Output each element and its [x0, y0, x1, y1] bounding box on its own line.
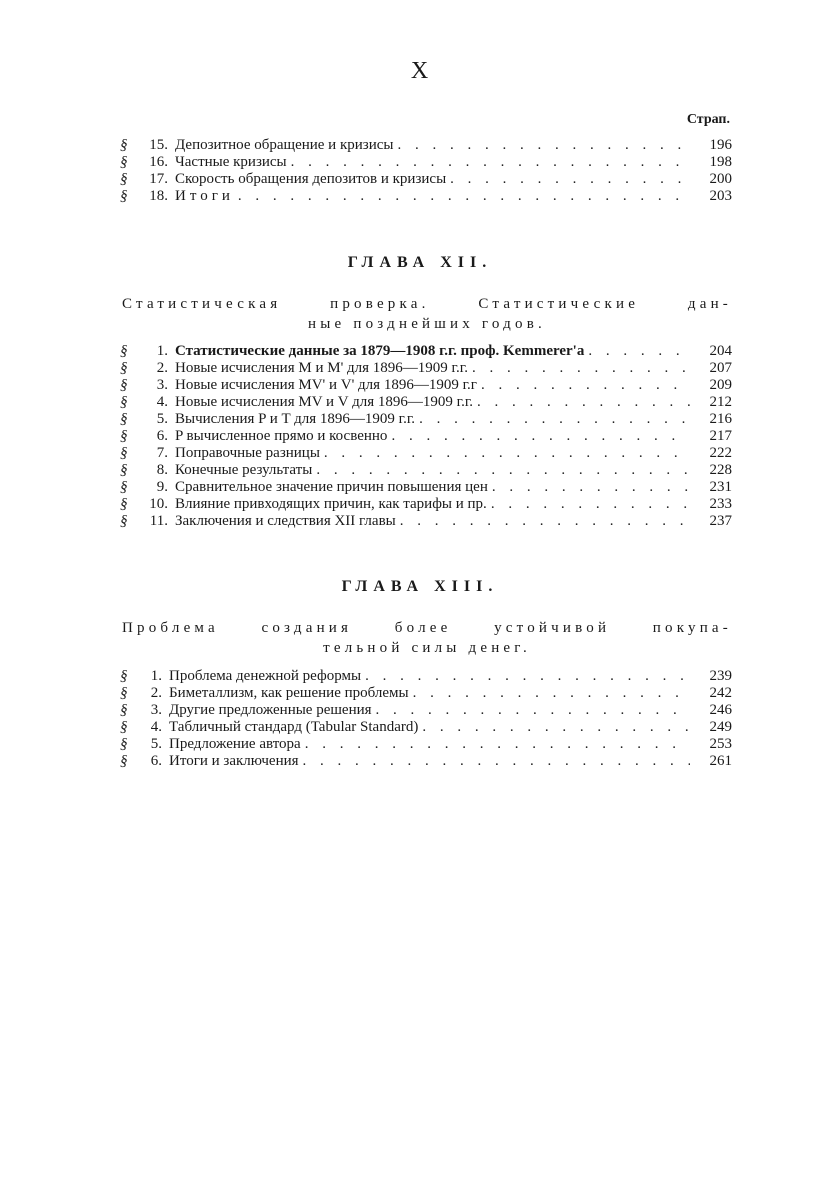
toc-entry[interactable] — [120, 171, 732, 188]
entry-number: 16. — [149, 154, 168, 170]
toc-entry[interactable] — [120, 462, 732, 479]
entry-number: 2. — [156, 360, 168, 376]
section-sign: § — [120, 428, 128, 444]
entry-title: Частные кризисы — [175, 154, 287, 170]
entry-title: Итоги — [175, 188, 234, 204]
entry-page: 204 — [709, 343, 732, 359]
entry-number: 5. — [156, 411, 168, 427]
entry-page: 212 — [709, 394, 732, 410]
dot-leader — [492, 479, 690, 496]
dot-leader — [481, 377, 690, 394]
dot-leader — [450, 171, 690, 188]
section-sign: § — [120, 496, 128, 512]
toc-chapter-13 — [120, 668, 732, 770]
toc-entry[interactable] — [120, 685, 732, 702]
dot-leader — [477, 394, 690, 411]
dot-leader — [365, 668, 690, 685]
entry-title: Новые исчисления MV и V для 1896—1909 г.г. — [175, 394, 474, 410]
entry-number: 1. — [150, 668, 162, 684]
toc-section-continued — [120, 137, 732, 205]
entry-title: Табличный стандард (Tabular Standard) — [169, 719, 419, 735]
section-sign: § — [120, 411, 128, 427]
entry-title: Статистические данные за 1879—1908 г.г. проф. Kemmerer'a — [175, 343, 585, 359]
dot-leader — [413, 685, 690, 702]
entry-title: Предложение автора — [169, 736, 301, 752]
section-sign: § — [120, 462, 128, 478]
section-sign: § — [120, 137, 128, 153]
entry-title: Другие предложенные решения — [169, 702, 372, 718]
entry-number: 4. — [150, 719, 162, 735]
entry-number: 3. — [150, 702, 162, 718]
entry-title: P вычисленное прямо и косвенно — [175, 428, 388, 444]
dot-leader — [324, 445, 690, 462]
toc-entry[interactable] — [120, 702, 732, 719]
entry-title: Биметаллизм, как решение проблемы — [169, 685, 409, 701]
page-number: X — [410, 58, 430, 84]
entry-title: Влияние привходящих причин, как тарифы и пр. — [175, 496, 487, 512]
entry-page: 196 — [709, 137, 732, 153]
section-sign: § — [120, 479, 128, 495]
entry-page: 216 — [709, 411, 732, 427]
entry-page: 237 — [709, 513, 732, 529]
entry-number: 8. — [156, 462, 168, 478]
toc-entry[interactable] — [120, 394, 732, 411]
page-column-header: Страп. — [686, 112, 730, 127]
section-sign: § — [120, 360, 128, 376]
entry-page: 239 — [709, 668, 732, 684]
entry-page: 200 — [709, 171, 732, 187]
entry-title: Новые исчисления M и M' для 1896—1909 г.г. — [175, 360, 468, 376]
toc-entry[interactable] — [120, 360, 732, 377]
entry-page: 198 — [709, 154, 732, 170]
section-sign: § — [120, 445, 128, 461]
entry-page: 261 — [709, 753, 732, 769]
chapter-12-subtitle — [122, 294, 732, 334]
toc-entry[interactable] — [120, 513, 732, 530]
dot-leader — [291, 154, 690, 171]
chapter-13-subtitle-line1: Проблема создания более устойчивой покупа- — [122, 620, 732, 636]
entry-page: 228 — [709, 462, 732, 478]
entry-page: 253 — [709, 736, 732, 752]
entry-number: 4. — [156, 394, 168, 410]
entry-page: 246 — [709, 702, 732, 718]
entry-title: Сравнительное значение причин повышения цен — [175, 479, 488, 495]
entry-page: 222 — [709, 445, 732, 461]
entry-title: Новые исчисления MV' и V' для 1896—1909 г.г — [175, 377, 477, 393]
entry-title: Проблема денежной реформы — [169, 668, 362, 684]
dot-leader — [422, 719, 690, 736]
chapter-13-subtitle — [122, 618, 732, 658]
toc-entry[interactable] — [120, 428, 732, 445]
entry-page: 207 — [709, 360, 732, 376]
entry-number: 2. — [150, 685, 162, 701]
entry-number: 9. — [156, 479, 168, 495]
section-sign: § — [120, 513, 128, 529]
entry-page: 242 — [709, 685, 732, 701]
chapter-13-subtitle-line2: тельной силы денег. — [323, 640, 531, 656]
toc-entry[interactable] — [120, 137, 732, 154]
dot-leader — [491, 496, 690, 513]
entry-number: 18. — [149, 188, 168, 204]
toc-entry[interactable] — [120, 479, 732, 496]
toc-entry[interactable] — [120, 188, 732, 205]
toc-entry[interactable] — [120, 343, 732, 360]
dot-leader — [400, 513, 690, 530]
entry-number: 6. — [156, 428, 168, 444]
section-sign: § — [120, 668, 128, 684]
toc-entry[interactable] — [120, 736, 732, 753]
entry-number: 5. — [150, 736, 162, 752]
entry-title: Итоги и заключения — [169, 753, 299, 769]
toc-entry[interactable] — [120, 668, 732, 685]
dot-leader — [397, 137, 690, 154]
section-sign: § — [120, 719, 128, 735]
toc-entry[interactable] — [120, 377, 732, 394]
section-sign: § — [120, 394, 128, 410]
chapter-13-heading: ГЛАВА XIII. — [341, 578, 499, 595]
dot-leader — [419, 411, 690, 428]
toc-entry[interactable] — [120, 154, 732, 171]
entry-number: 11. — [149, 513, 168, 529]
dot-leader — [303, 753, 690, 770]
section-sign: § — [120, 154, 128, 170]
entry-page: 233 — [709, 496, 732, 512]
entry-number: 6. — [150, 753, 162, 769]
dot-leader — [238, 188, 690, 205]
section-sign: § — [120, 171, 128, 187]
chapter-12-subtitle-line2: ные позднейших годов. — [308, 316, 546, 332]
entry-page: 203 — [709, 188, 732, 204]
entry-title: Заключения и следствия XII главы — [175, 513, 396, 529]
entry-page: 209 — [709, 377, 732, 393]
section-sign: § — [120, 702, 128, 718]
toc-entry[interactable] — [120, 411, 732, 428]
dot-leader — [305, 736, 690, 753]
entry-number: 10. — [149, 496, 168, 512]
toc-entry[interactable] — [120, 496, 732, 513]
entry-number: 15. — [149, 137, 168, 153]
section-sign: § — [120, 343, 128, 359]
entry-page: 249 — [709, 719, 732, 735]
dot-leader — [472, 360, 690, 377]
dot-leader — [588, 343, 690, 360]
entry-title: Вычисления P и T для 1896—1909 г.г. — [175, 411, 416, 427]
entry-title: Поправочные разницы — [175, 445, 320, 461]
section-sign: § — [120, 685, 128, 701]
entry-number: 1. — [156, 343, 168, 359]
section-sign: § — [120, 377, 128, 393]
entry-title: Конечные результаты — [175, 462, 313, 478]
section-sign: § — [120, 188, 128, 204]
dot-leader — [316, 462, 690, 479]
dot-leader — [391, 428, 690, 445]
toc-chapter-12 — [120, 343, 732, 530]
entry-number: 7. — [156, 445, 168, 461]
chapter-12-heading: ГЛАВА XII. — [347, 254, 493, 271]
entry-number: 3. — [156, 377, 168, 393]
entry-number: 17. — [149, 171, 168, 187]
dot-leader — [376, 702, 690, 719]
section-sign: § — [120, 753, 128, 769]
toc-entry[interactable] — [120, 753, 732, 770]
entry-page: 217 — [709, 428, 732, 444]
entry-title: Скорость обращения депозитов и кризисы — [175, 171, 447, 187]
entry-page: 231 — [709, 479, 732, 495]
section-sign: § — [120, 736, 128, 752]
toc-entry[interactable] — [120, 445, 732, 462]
toc-entry[interactable] — [120, 719, 732, 736]
chapter-12-subtitle-line1: Статистическая проверка. Статистические дан- — [122, 296, 732, 312]
entry-title: Депозитное обращение и кризисы — [175, 137, 394, 153]
